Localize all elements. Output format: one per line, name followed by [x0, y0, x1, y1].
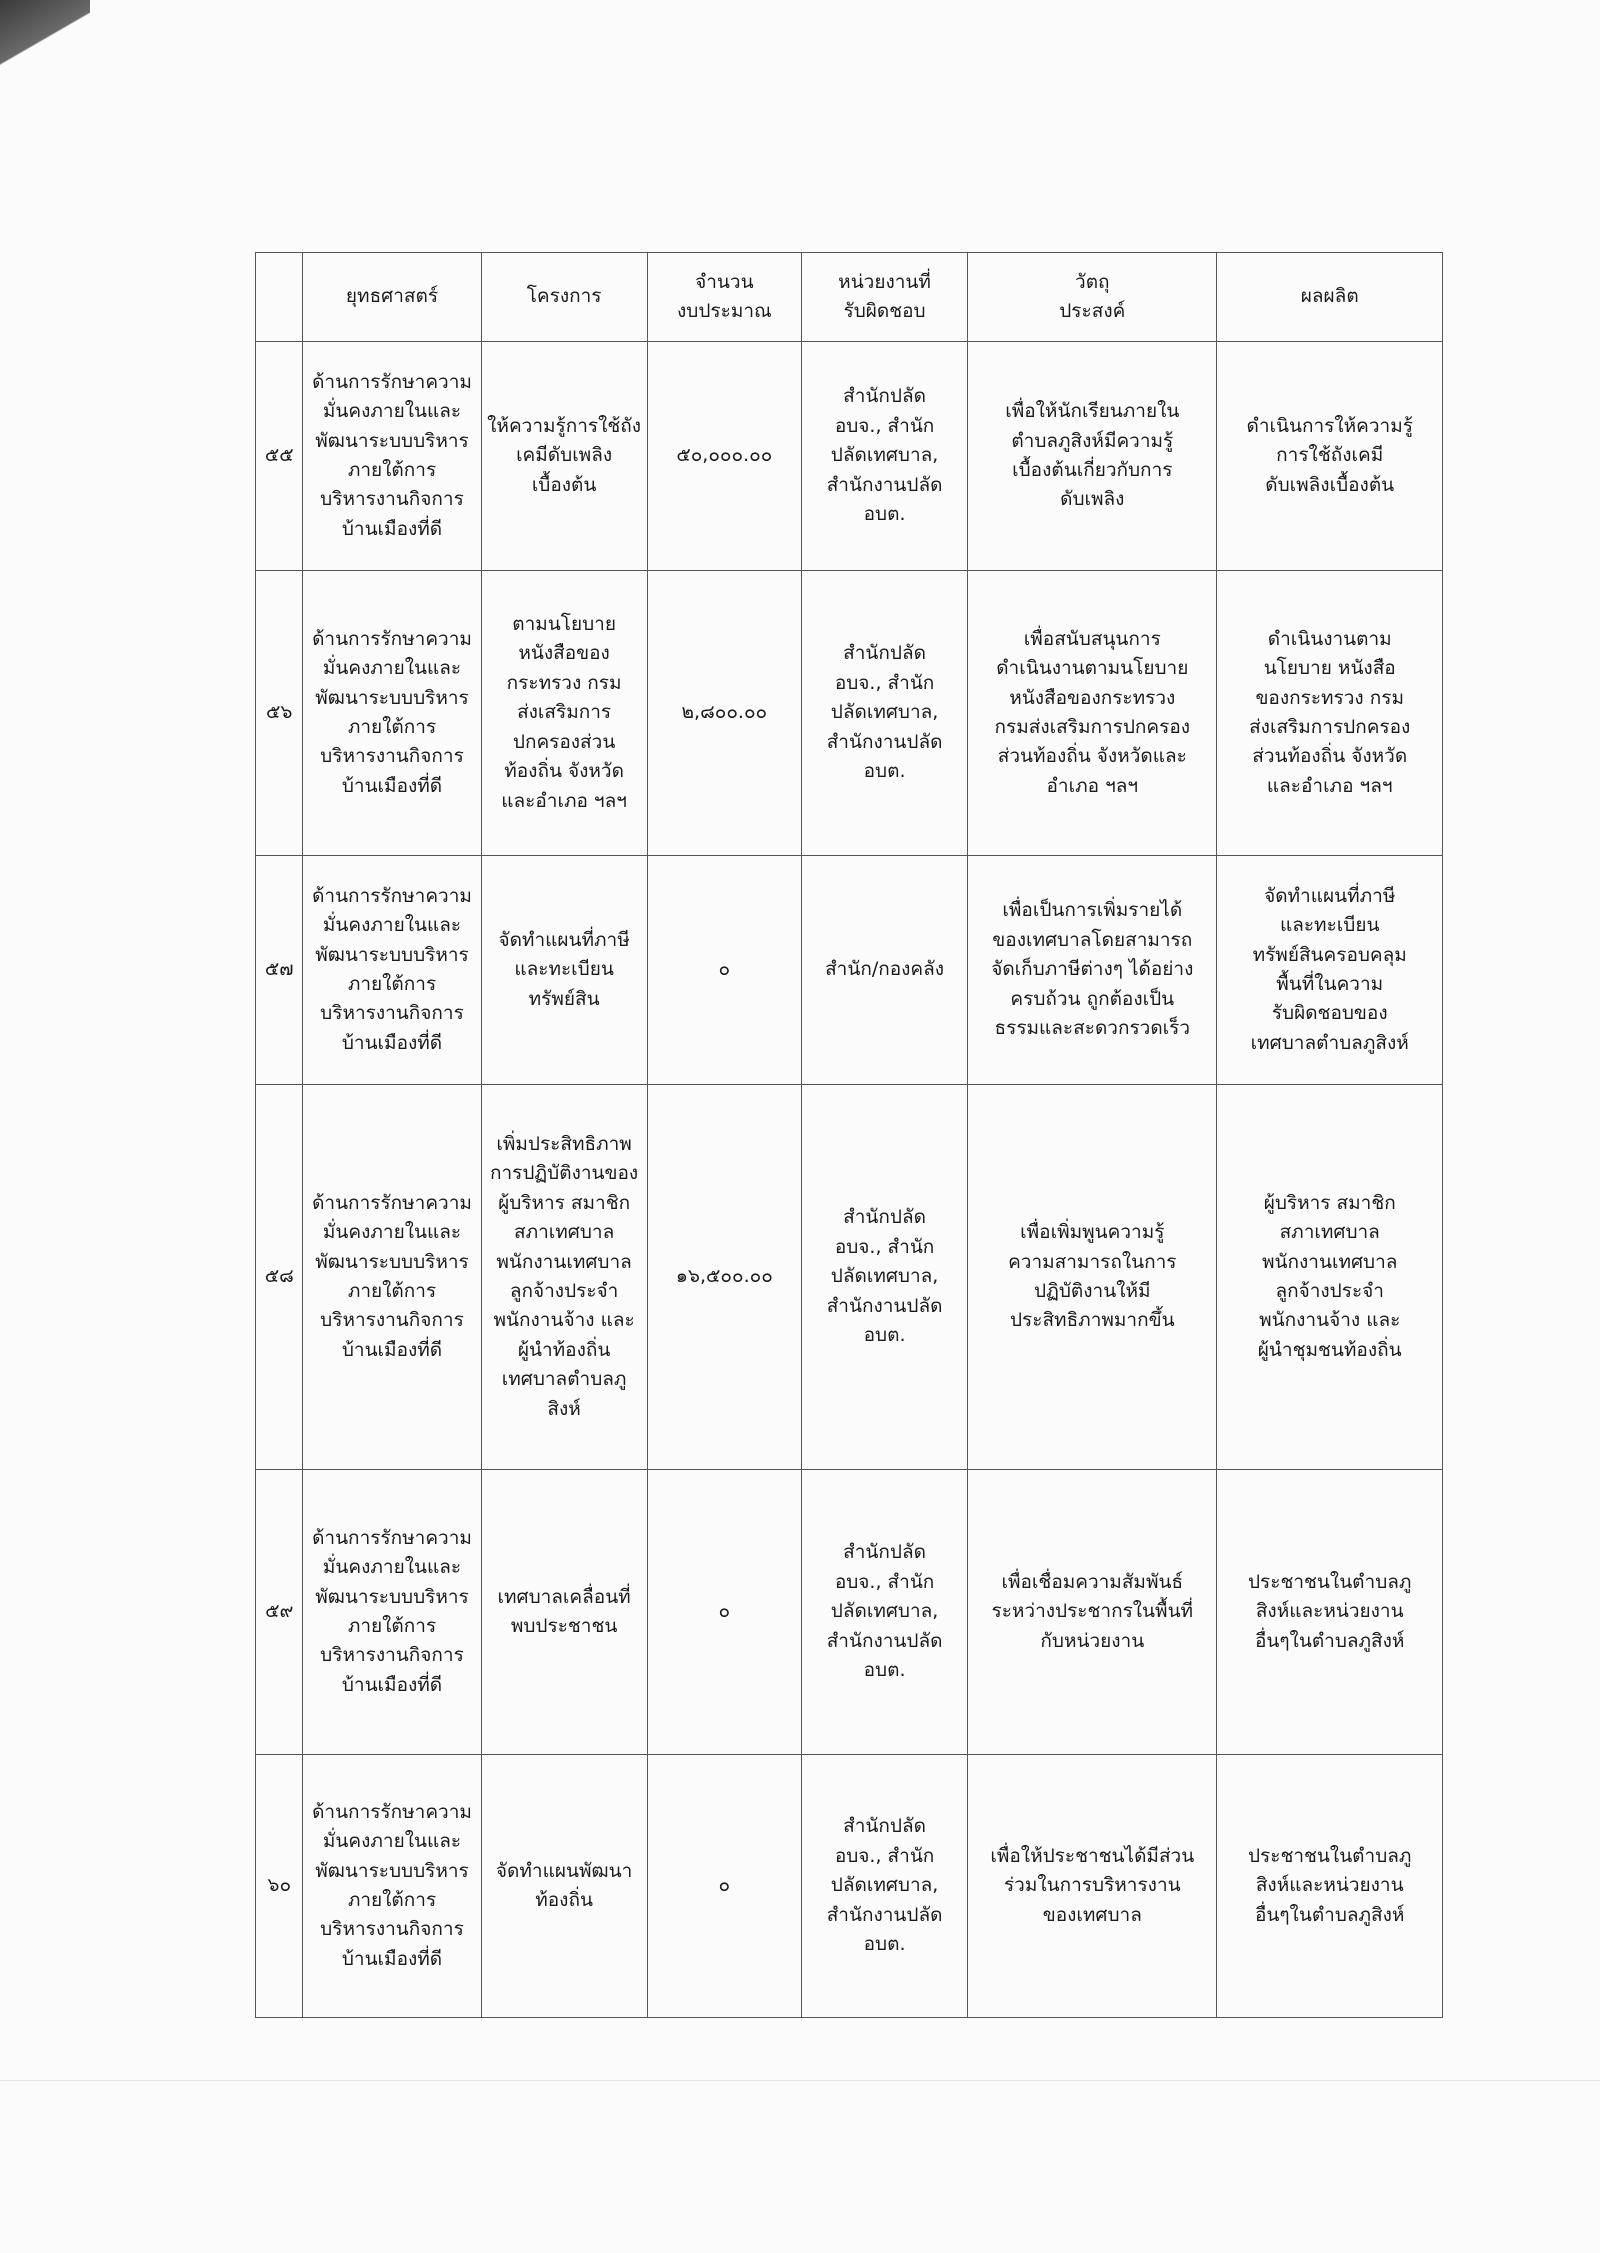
row-number: ๕๗ [256, 856, 303, 1085]
table-row [256, 1085, 1443, 1470]
header-department: หน่วยงานที่ รับผิดชอบ [801, 253, 967, 342]
project-plan-table [255, 252, 1443, 2018]
header-project: โครงการ [481, 253, 647, 342]
cell-strategy: ด้านการรักษาความ มั่นคงภายในและ พัฒนาระบบบริหาร ภายใต้การ บริหารงานกิจการ บ้านเมืองที่ดี [303, 1755, 481, 2018]
cell-project: เทศบาลเคลื่อนที่ พบประชาชน [481, 1470, 647, 1755]
cell-objective: เพื่อให้นักเรียนภายใน ตำบลภูสิงห์มีความรู้ เบื้องต้นเกี่ยวกับการ ดับเพลิง [968, 342, 1217, 571]
row-number: ๕๘ [256, 1085, 303, 1470]
header-no [256, 253, 303, 342]
table-row [256, 856, 1443, 1085]
cell-objective: เพื่อให้ประชาชนได้มีส่วน ร่วมในการบริหารงาน ของเทศบาล [968, 1755, 1217, 2018]
table-header-row [256, 253, 1443, 342]
cell-budget: ๕๐,๐๐๐.๐๐ [647, 342, 801, 571]
cell-department: สำนัก/กองคลัง [801, 856, 967, 1085]
cell-project: จัดทำแผนพัฒนา ท้องถิ่น [481, 1755, 647, 2018]
cell-department: สำนักปลัด อบจ., สำนัก ปลัดเทศบาล, สำนักงานปลัด อบต. [801, 1085, 967, 1470]
cell-output: ประชาชนในตำบลภู สิงห์และหน่วยงาน อื่นๆในตำบลภูสิงห์ [1217, 1470, 1443, 1755]
header-budget: จำนวน งบประมาณ [647, 253, 801, 342]
header-strategy: ยุทธศาสตร์ [303, 253, 481, 342]
cell-department: สำนักปลัด อบจ., สำนัก ปลัดเทศบาล, สำนักงานปลัด อบต. [801, 1755, 967, 2018]
cell-department: สำนักปลัด อบจ., สำนัก ปลัดเทศบาล, สำนักงานปลัด อบต. [801, 342, 967, 571]
cell-project: ให้ความรู้การใช้ถัง เคมีดับเพลิง เบื้องต้น [481, 342, 647, 571]
cell-output: ดำเนินการให้ความรู้ การใช้ถังเคมี ดับเพลิงเบื้องต้น [1217, 342, 1443, 571]
cell-strategy: ด้านการรักษาความ มั่นคงภายในและ พัฒนาระบบบริหาร ภายใต้การ บริหารงานกิจการ บ้านเมืองที่ดี [303, 1470, 481, 1755]
cell-objective: เพื่อเพิ่มพูนความรู้ ความสามารถในการ ปฏิบัติงานให้มี ประสิทธิภาพมากขึ้น [968, 1085, 1217, 1470]
cell-strategy: ด้านการรักษาความ มั่นคงภายในและ พัฒนาระบบบริหาร ภายใต้การ บริหารงานกิจการ บ้านเมืองที่ดี [303, 342, 481, 571]
table-row [256, 342, 1443, 571]
cell-strategy: ด้านการรักษาความ มั่นคงภายในและ พัฒนาระบบบริหาร ภายใต้การ บริหารงานกิจการ บ้านเมืองที่ดี [303, 1085, 481, 1470]
cell-strategy: ด้านการรักษาความ มั่นคงภายในและ พัฒนาระบบบริหาร ภายใต้การ บริหารงานกิจการ บ้านเมืองที่ดี [303, 571, 481, 856]
scan-edge-line [0, 2080, 1600, 2081]
header-output: ผลผลิต [1217, 253, 1443, 342]
cell-budget: ๐ [647, 1470, 801, 1755]
cell-budget: ๑๖,๕๐๐.๐๐ [647, 1085, 801, 1470]
table-row [256, 1470, 1443, 1755]
cell-budget: ๐ [647, 1755, 801, 2018]
cell-project: ตามนโยบาย หนังสือของ กระทรวง กรม ส่งเสริมการ ปกครองส่วน ท้องถิ่น จังหวัด และอำเภอ ฯลฯ [481, 571, 647, 856]
cell-output: ประชาชนในตำบลภู สิงห์และหน่วยงาน อื่นๆในตำบลภูสิงห์ [1217, 1755, 1443, 2018]
cell-objective: เพื่อสนับสนุนการ ดำเนินงานตามนโยบาย หนังสือของกระทรวง กรมส่งเสริมการปกครอง ส่วนท้องถิ่น จังหวัดและ อำเภอ ฯลฯ [968, 571, 1217, 856]
cell-department: สำนักปลัด อบจ., สำนัก ปลัดเทศบาล, สำนักงานปลัด อบต. [801, 1470, 967, 1755]
header-objective: วัตถุ ประสงค์ [968, 253, 1217, 342]
cell-objective: เพื่อเป็นการเพิ่มรายได้ ของเทศบาลโดยสามารถ จัดเก็บภาษีต่างๆ ได้อย่าง ครบถ้วน ถูกต้องเป็น ธรรมและสะดวกรวดเร็ว [968, 856, 1217, 1085]
row-number: ๕๙ [256, 1470, 303, 1755]
cell-objective: เพื่อเชื่อมความสัมพันธ์ ระหว่างประชากรในพื้นที่ กับหน่วยงาน [968, 1470, 1217, 1755]
row-number: ๕๖ [256, 571, 303, 856]
cell-output: ผู้บริหาร สมาชิก สภาเทศบาล พนักงานเทศบาล ลูกจ้างประจำ พนักงานจ้าง และ ผู้นำชุมชนท้องถิ่น [1217, 1085, 1443, 1470]
row-number: ๖๐ [256, 1755, 303, 2018]
cell-budget: ๐ [647, 856, 801, 1085]
cell-project: เพิ่มประสิทธิภาพ การปฏิบัติงานของ ผู้บริหาร สมาชิก สภาเทศบาล พนักงานเทศบาล ลูกจ้างประจำ พนักงานจ้าง และ ผู้นำท้องถิ่น เทศบาลตำบลภู สิงห์ [481, 1085, 647, 1470]
table-row [256, 1755, 1443, 2018]
cell-department: สำนักปลัด อบจ., สำนัก ปลัดเทศบาล, สำนักงานปลัด อบต. [801, 571, 967, 856]
cell-output: จัดทำแผนที่ภาษี และทะเบียน ทรัพย์สินครอบคลุม พื้นที่ในความ รับผิดชอบของ เทศบาลตำบลภูสิงห์ [1217, 856, 1443, 1085]
cell-output: ดำเนินงานตาม นโยบาย หนังสือ ของกระทรวง กรม ส่งเสริมการปกครอง ส่วนท้องถิ่น จังหวัด และอำเภอ ฯลฯ [1217, 571, 1443, 856]
cell-strategy: ด้านการรักษาความ มั่นคงภายในและ พัฒนาระบบบริหาร ภายใต้การ บริหารงานกิจการ บ้านเมืองที่ดี [303, 856, 481, 1085]
row-number: ๕๕ [256, 342, 303, 571]
scan-corner-shadow [0, 0, 90, 130]
table-row [256, 571, 1443, 856]
cell-project: จัดทำแผนที่ภาษี และทะเบียน ทรัพย์สิน [481, 856, 647, 1085]
cell-budget: ๒,๘๐๐.๐๐ [647, 571, 801, 856]
